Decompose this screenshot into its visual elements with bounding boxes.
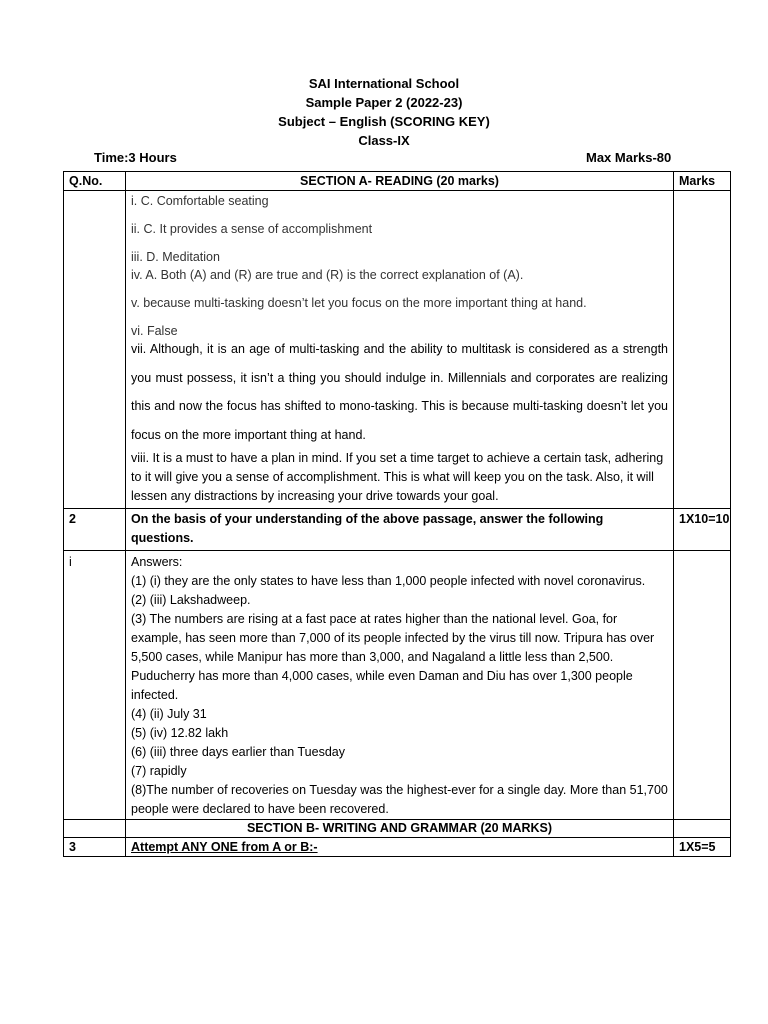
q2-number: 2 xyxy=(64,509,126,551)
list-item: Answers: xyxy=(131,555,183,569)
q2-sub-number: i xyxy=(64,551,126,820)
list-item: iv. A. Both (A) and (R) are true and (R) is the correct explanation of (A). xyxy=(131,268,524,282)
list-item: viii. It is a must to have a plan in mind. If you set a time target to achieve a certain task, adhering to it will give you a sense of accomplishment. This is what will keep you on the task. Also, it will lessen any distractions by increasing your drive towards your goal. xyxy=(131,451,664,503)
document-header xyxy=(0,74,768,150)
answer-key-table xyxy=(63,171,731,857)
paper-title: Sample Paper 2 (2022-23) xyxy=(305,95,463,110)
section-a-header: SECTION A- READING (20 marks) xyxy=(126,172,674,191)
school-name: SAI International School xyxy=(308,76,460,91)
list-item: vi. False xyxy=(131,324,178,338)
q2-marks: 1X10=10 xyxy=(674,509,731,551)
q3-number: 3 xyxy=(64,838,126,857)
list-item: iii. D. Meditation xyxy=(131,250,220,264)
q2-answers xyxy=(126,551,674,820)
table-row xyxy=(64,838,731,857)
list-item: (1) (i) they are the only states to have less than 1,000 people infected with novel coronavirus. xyxy=(131,574,646,588)
list-item: v. because multi-tasking doesn’t let you focus on the more important thing at hand. xyxy=(131,296,587,310)
time-label: Time:3 Hours xyxy=(94,150,177,165)
list-item: (8)The number of recoveries on Tuesday was the highest-ever for a single day. More than 51,700 people were declared to have been recovered. xyxy=(131,783,668,816)
table-header-row xyxy=(64,172,731,191)
table-row xyxy=(64,551,731,820)
table-row xyxy=(64,509,731,551)
class-title: Class-IX xyxy=(358,133,410,148)
section-b-header: SECTION B- WRITING AND GRAMMAR (20 MARKS) xyxy=(126,820,674,838)
list-item: (2) (iii) Lakshadweep. xyxy=(131,593,251,607)
list-item: (4) (ii) July 31 xyxy=(131,707,207,721)
list-item: (6) (iii) three days earlier than Tuesday xyxy=(131,745,345,759)
qno-header: Q.No. xyxy=(64,172,126,191)
q2-text: On the basis of your understanding of the above passage, answer the following questions. xyxy=(126,509,674,551)
q3-marks: 1X5=5 xyxy=(674,838,731,857)
section-a-answers xyxy=(126,191,674,509)
subject-title: Subject – English (SCORING KEY) xyxy=(278,114,490,129)
q3-text: Attempt ANY ONE from A or B:- xyxy=(126,838,674,857)
list-item: i. C. Comfortable seating xyxy=(131,194,269,208)
table-row xyxy=(64,191,731,509)
list-item: ii. C. It provides a sense of accomplishment xyxy=(131,222,373,236)
list-item: (7) rapidly xyxy=(131,764,187,778)
list-item: vii. Although, it is an age of multi-tasking and the ability to multitask is considered as a strength you must possess, it isn’t a thing you should indulge in. Millennials and corporates are realizing this and now the focus has shifted to mono-tasking. This is because multi-tasking doesn’t let you focus on the more important thing at hand. xyxy=(131,342,668,442)
max-marks-label: Max Marks-80 xyxy=(586,150,672,165)
list-item: (3) The numbers are rising at a fast pace at rates higher than the national level. Goa, for example, has seen more than 7,000 of its people infected by the virus till now. Tripura has over 5,500 cases, while Manipur has more than 3,000, and Nagaland a little less than 2,500. Puducherry has more than 4,000 cases, while even Daman and Diu has over 1,300 people infected. xyxy=(131,612,655,702)
list-item: (5) (iv) 12.82 lakh xyxy=(131,726,229,740)
marks-header: Marks xyxy=(674,172,731,191)
table-row xyxy=(64,820,731,838)
